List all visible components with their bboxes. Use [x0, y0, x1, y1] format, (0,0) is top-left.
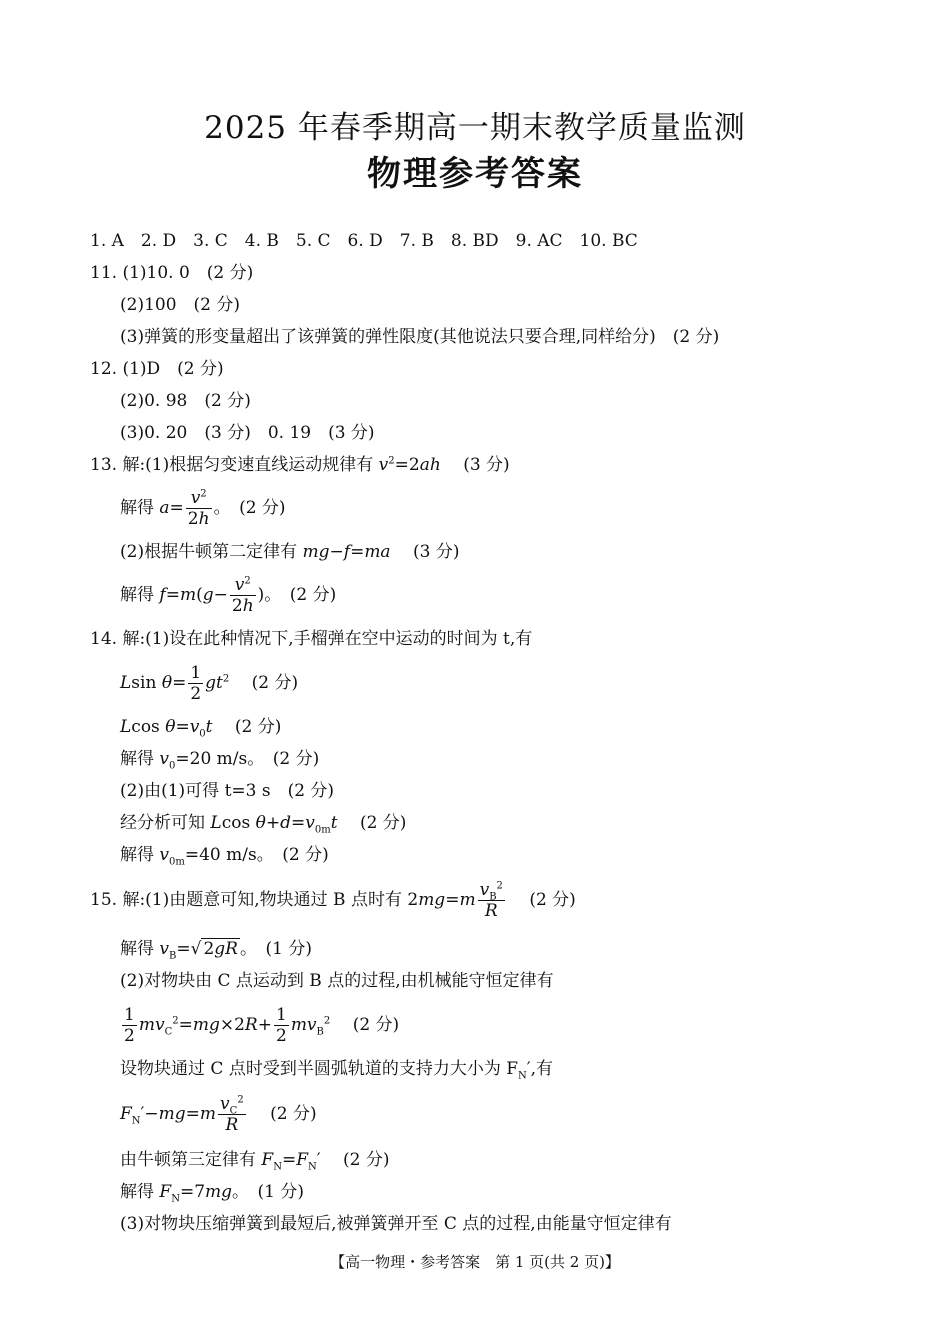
text: 设物块通过 C 点时受到半圆弧轨道的支持力大小为 F: [120, 1059, 519, 1079]
formula: mg−f=ma: [302, 542, 391, 562]
score: (2 分): [251, 673, 299, 693]
score: (3 分): [412, 542, 460, 562]
fraction: $\frac{v_B^2}{R}$: [479, 880, 503, 921]
q15-line3: (2)对物块由 C 点运动到 B 点的过程,由机械能守恒定律有: [120, 971, 554, 991]
fraction: $\frac{1}{2}$: [190, 663, 202, 704]
q13-line1: [90, 454, 510, 476]
q14-line2: Lsin θ= $\frac{1}{2}$ $gt^2$ (2 分): [120, 663, 299, 704]
q13-head-text: 13. 解:(1)根据匀变速直线运动规律有: [90, 455, 374, 475]
text: =40 m/s。 (2 分): [184, 845, 329, 865]
text: 经分析可知: [120, 813, 205, 833]
text: 。 (1 分): [232, 1182, 305, 1202]
q13-line2: 解得 a= $\frac{v^2}{2h}$ 。 (2 分): [120, 488, 286, 529]
text: 。 (2 分): [264, 585, 337, 605]
score: (2 分): [529, 890, 576, 910]
text: (2)根据牛顿第二定律有: [120, 542, 298, 562]
choice-answers: 1. A 2. D 3. C 4. B 5. C 6. D 7. B 8. BD 9. AC 10. BC: [90, 231, 638, 251]
q15-line5: 设物块通过 C 点时受到半圆弧轨道的支持力大小为 $F_N'$,有: [120, 1059, 554, 1082]
text: 解得: [120, 749, 154, 769]
text: 。 (2 分): [213, 498, 286, 518]
text: 解得: [120, 585, 154, 605]
text: 解得: [120, 939, 154, 959]
text: ′,有: [526, 1059, 554, 1079]
q14-line1: 14. 解:(1)设在此种情况下,手榴弹在空中运动的时间为 t,有: [90, 629, 533, 649]
fraction: $\frac{v^2}{2h}$: [231, 575, 254, 616]
text: 解得: [120, 498, 154, 518]
q11-part3: (3)弹簧的形变量超出了该弹簧的弹性限度(其他说法只要合理,同样给分) (2 分): [120, 327, 720, 347]
q15-line9: (3)对物块压缩弹簧到最短后,被弹簧弹开至 C 点的过程,由能量守恒定律有: [120, 1214, 672, 1234]
q14-line7: 解得 $v_{0m}=40$ m/s。 (2 分): [120, 845, 329, 868]
document-title: 物理参考答案: [367, 154, 583, 194]
q12-part2: (2)0. 98 (2 分): [120, 391, 251, 411]
score: (2 分): [352, 1015, 400, 1035]
text: 15. 解:(1)由题意可知,物块通过 B 点时有: [90, 890, 402, 910]
q12-part1: 12. (1)D (2 分): [90, 359, 224, 379]
q13-line3: [120, 541, 459, 563]
fraction: $\frac{v^2}{2h}$: [187, 488, 210, 529]
score: (2 分): [359, 813, 407, 833]
score: (3 分): [463, 455, 510, 475]
text: 由牛顿第三定律有: [120, 1150, 256, 1170]
q14-line3: Lcos $\theta=v_0t$ (2 分): [120, 717, 282, 740]
q14-line6: 经分析可知 Lcos $\theta+d=v_{0m}t$ (2 分): [120, 813, 407, 836]
fraction: $\frac{1}{2}$: [124, 1005, 135, 1046]
q15-line7: 由牛顿第三定律有 $F_N=F_N'$ (2 分): [120, 1150, 390, 1173]
q15-line8: 解得 $F_N=7mg$。 (1 分): [120, 1182, 305, 1205]
q12-part3: (3)0. 20 (3 分) 0. 19 (3 分): [120, 423, 375, 443]
fraction: $\frac{v_C^2}{R}$: [220, 1094, 244, 1135]
text: 。 (1 分): [239, 939, 312, 959]
q14-line4: 解得 $v_0=20$ m/s。 (2 分): [120, 749, 320, 772]
q15-line6: $F_N'-mg=m$ $\frac{v_C^2}{R}$ (2 分): [120, 1094, 317, 1135]
formula: $v^2=2ah$: [378, 455, 441, 475]
page-footer: 【高一物理・参考答案 第 1 页(共 2 页)】: [330, 1253, 620, 1271]
q15-line4: $\frac{1}{2}$ $mv_C^2=mg\times 2R+$ $\frac{1}{2}$ $mv_B^2$ (2 分): [124, 1005, 400, 1046]
fraction: $\frac{1}{2}$: [275, 1005, 287, 1046]
score: (2 分): [343, 1150, 390, 1170]
q11-part1: 11. (1)10. 0 (2 分): [90, 263, 254, 283]
q14-line5: (2)由(1)可得 t=3 s (2 分): [120, 781, 335, 801]
q13-line4: 解得 f=m(g− $\frac{v^2}{2h}$ )。 (2 分): [120, 575, 337, 616]
exam-title: 2025 年春季期高一期末教学质量监测: [204, 110, 746, 146]
text: 解得: [120, 845, 154, 865]
text: 解得: [120, 1182, 154, 1202]
q11-part2: (2)100 (2 分): [120, 295, 241, 315]
score: (2 分): [270, 1104, 317, 1124]
q15-line2: 解得 $v_B=√$ 2gR 。 (1 分): [120, 939, 312, 962]
text: =20 m/s。 (2 分): [175, 749, 320, 769]
q15-line1: 15. 解:(1)由题意可知,物块通过 B 点时有 2mg=m $\frac{v_B^2}{R}$ (2 分): [90, 880, 576, 921]
score: (2 分): [234, 717, 282, 737]
